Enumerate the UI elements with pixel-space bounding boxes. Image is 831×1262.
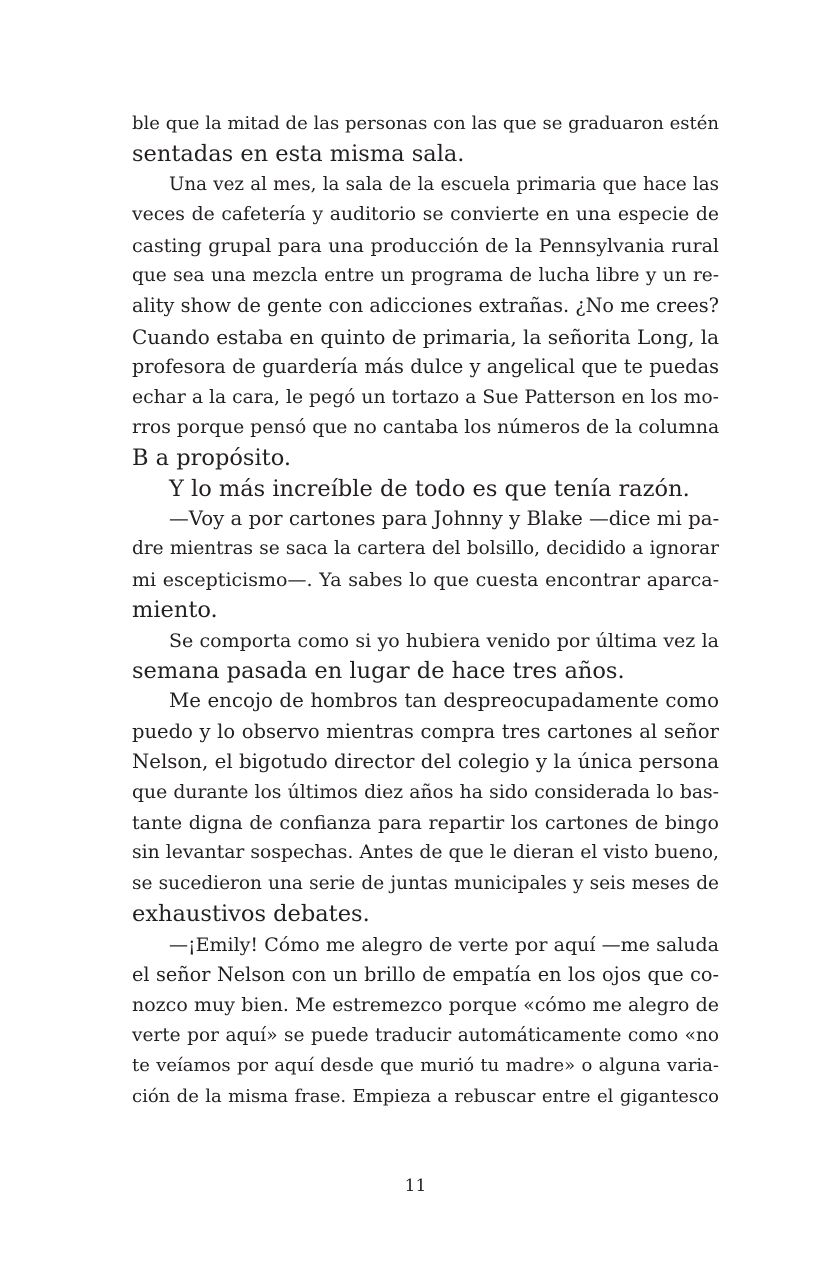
text-line: te veíamos por aquí desde que murió tu madre» o alguna varia- bbox=[132, 1055, 719, 1077]
text-line: ality show de gente con adicciones extrañas. ¿No me crees? bbox=[132, 294, 719, 318]
text-line: verte por aquí» se puede traducir automáticamente como «no bbox=[132, 1024, 719, 1046]
text-line: exhaustivos debates. bbox=[132, 901, 370, 928]
text-line: sentadas en esta misma sala. bbox=[132, 141, 465, 168]
text-line: que durante los últimos diez años ha sido considerada lo bas- bbox=[132, 781, 719, 803]
text-line: echar a la cara, le pegó un tortazo a Sue Patterson en los mo- bbox=[132, 386, 719, 408]
text-line: sin levantar sospechas. Antes de que le dieran el visto bueno, bbox=[132, 842, 719, 864]
text-line: ble que la mitad de las personas con las que se graduaron estén bbox=[132, 113, 719, 134]
text-line: B a propósito. bbox=[132, 445, 291, 472]
text-line: casting grupal para una producción de la Pennsylvania rural bbox=[132, 234, 719, 257]
text-line: mi escepticismo—. Ya sabes lo que cuesta encontrar aparca- bbox=[132, 568, 719, 591]
text-line: dre mientras se saca la cartera del bolsillo, decidido a ignorar bbox=[132, 538, 719, 560]
body-text bbox=[132, 109, 719, 1112]
text-line: ción de la misma frase. Empieza a rebuscar entre el gigantesco bbox=[132, 1085, 719, 1107]
text-line: veces de cafetería y auditorio se convierte en una especie de bbox=[132, 204, 719, 226]
page-number: 11 bbox=[404, 1176, 427, 1196]
text-line: se sucedieron una serie de juntas municipales y seis meses de bbox=[132, 872, 719, 894]
text-line: Una vez al mes, la sala de la escuela primaria que hace las bbox=[169, 173, 719, 195]
text-line: profesora de guardería más dulce y angelical que te puedas bbox=[132, 355, 719, 379]
text-line: —¡Emily! Cómo me alegro de verte por aquí —me saluda bbox=[169, 933, 719, 956]
text-line: que sea una mezcla entre un programa de lucha libre y un re- bbox=[132, 264, 719, 286]
text-line: Me encojo de hombros tan despreocupadamente como bbox=[169, 689, 719, 713]
text-line: el señor Nelson con un brillo de empatía en los ojos que co- bbox=[132, 962, 719, 986]
text-line: miento. bbox=[132, 597, 218, 624]
text-line: Cuando estaba en quinto de primaria, la señorita Long, la bbox=[132, 324, 720, 349]
text-line: tante digna de confianza para repartir los cartones de bingo bbox=[132, 811, 719, 834]
text-line: puedo y lo observo mientras compra tres cartones al señor bbox=[132, 719, 719, 743]
text-line: semana pasada en lugar de hace tres años. bbox=[132, 658, 625, 685]
text-line: Y lo más increíble de todo es que tenía razón. bbox=[169, 475, 690, 502]
text-line: Nelson, el bigotudo director del colegio y la única persona bbox=[132, 750, 719, 774]
text-line: Se comporta como si yo hubiera venido por última vez la bbox=[169, 629, 719, 652]
text-line: —Voy a por cartones para Johnny y Blake —dice mi pa- bbox=[169, 507, 720, 531]
text-line: nozco muy bien. Me estremezco porque «cómo me alegro de bbox=[132, 994, 719, 1017]
text-line: rros porque pensó que no cantaba los números de la columna bbox=[132, 416, 720, 438]
